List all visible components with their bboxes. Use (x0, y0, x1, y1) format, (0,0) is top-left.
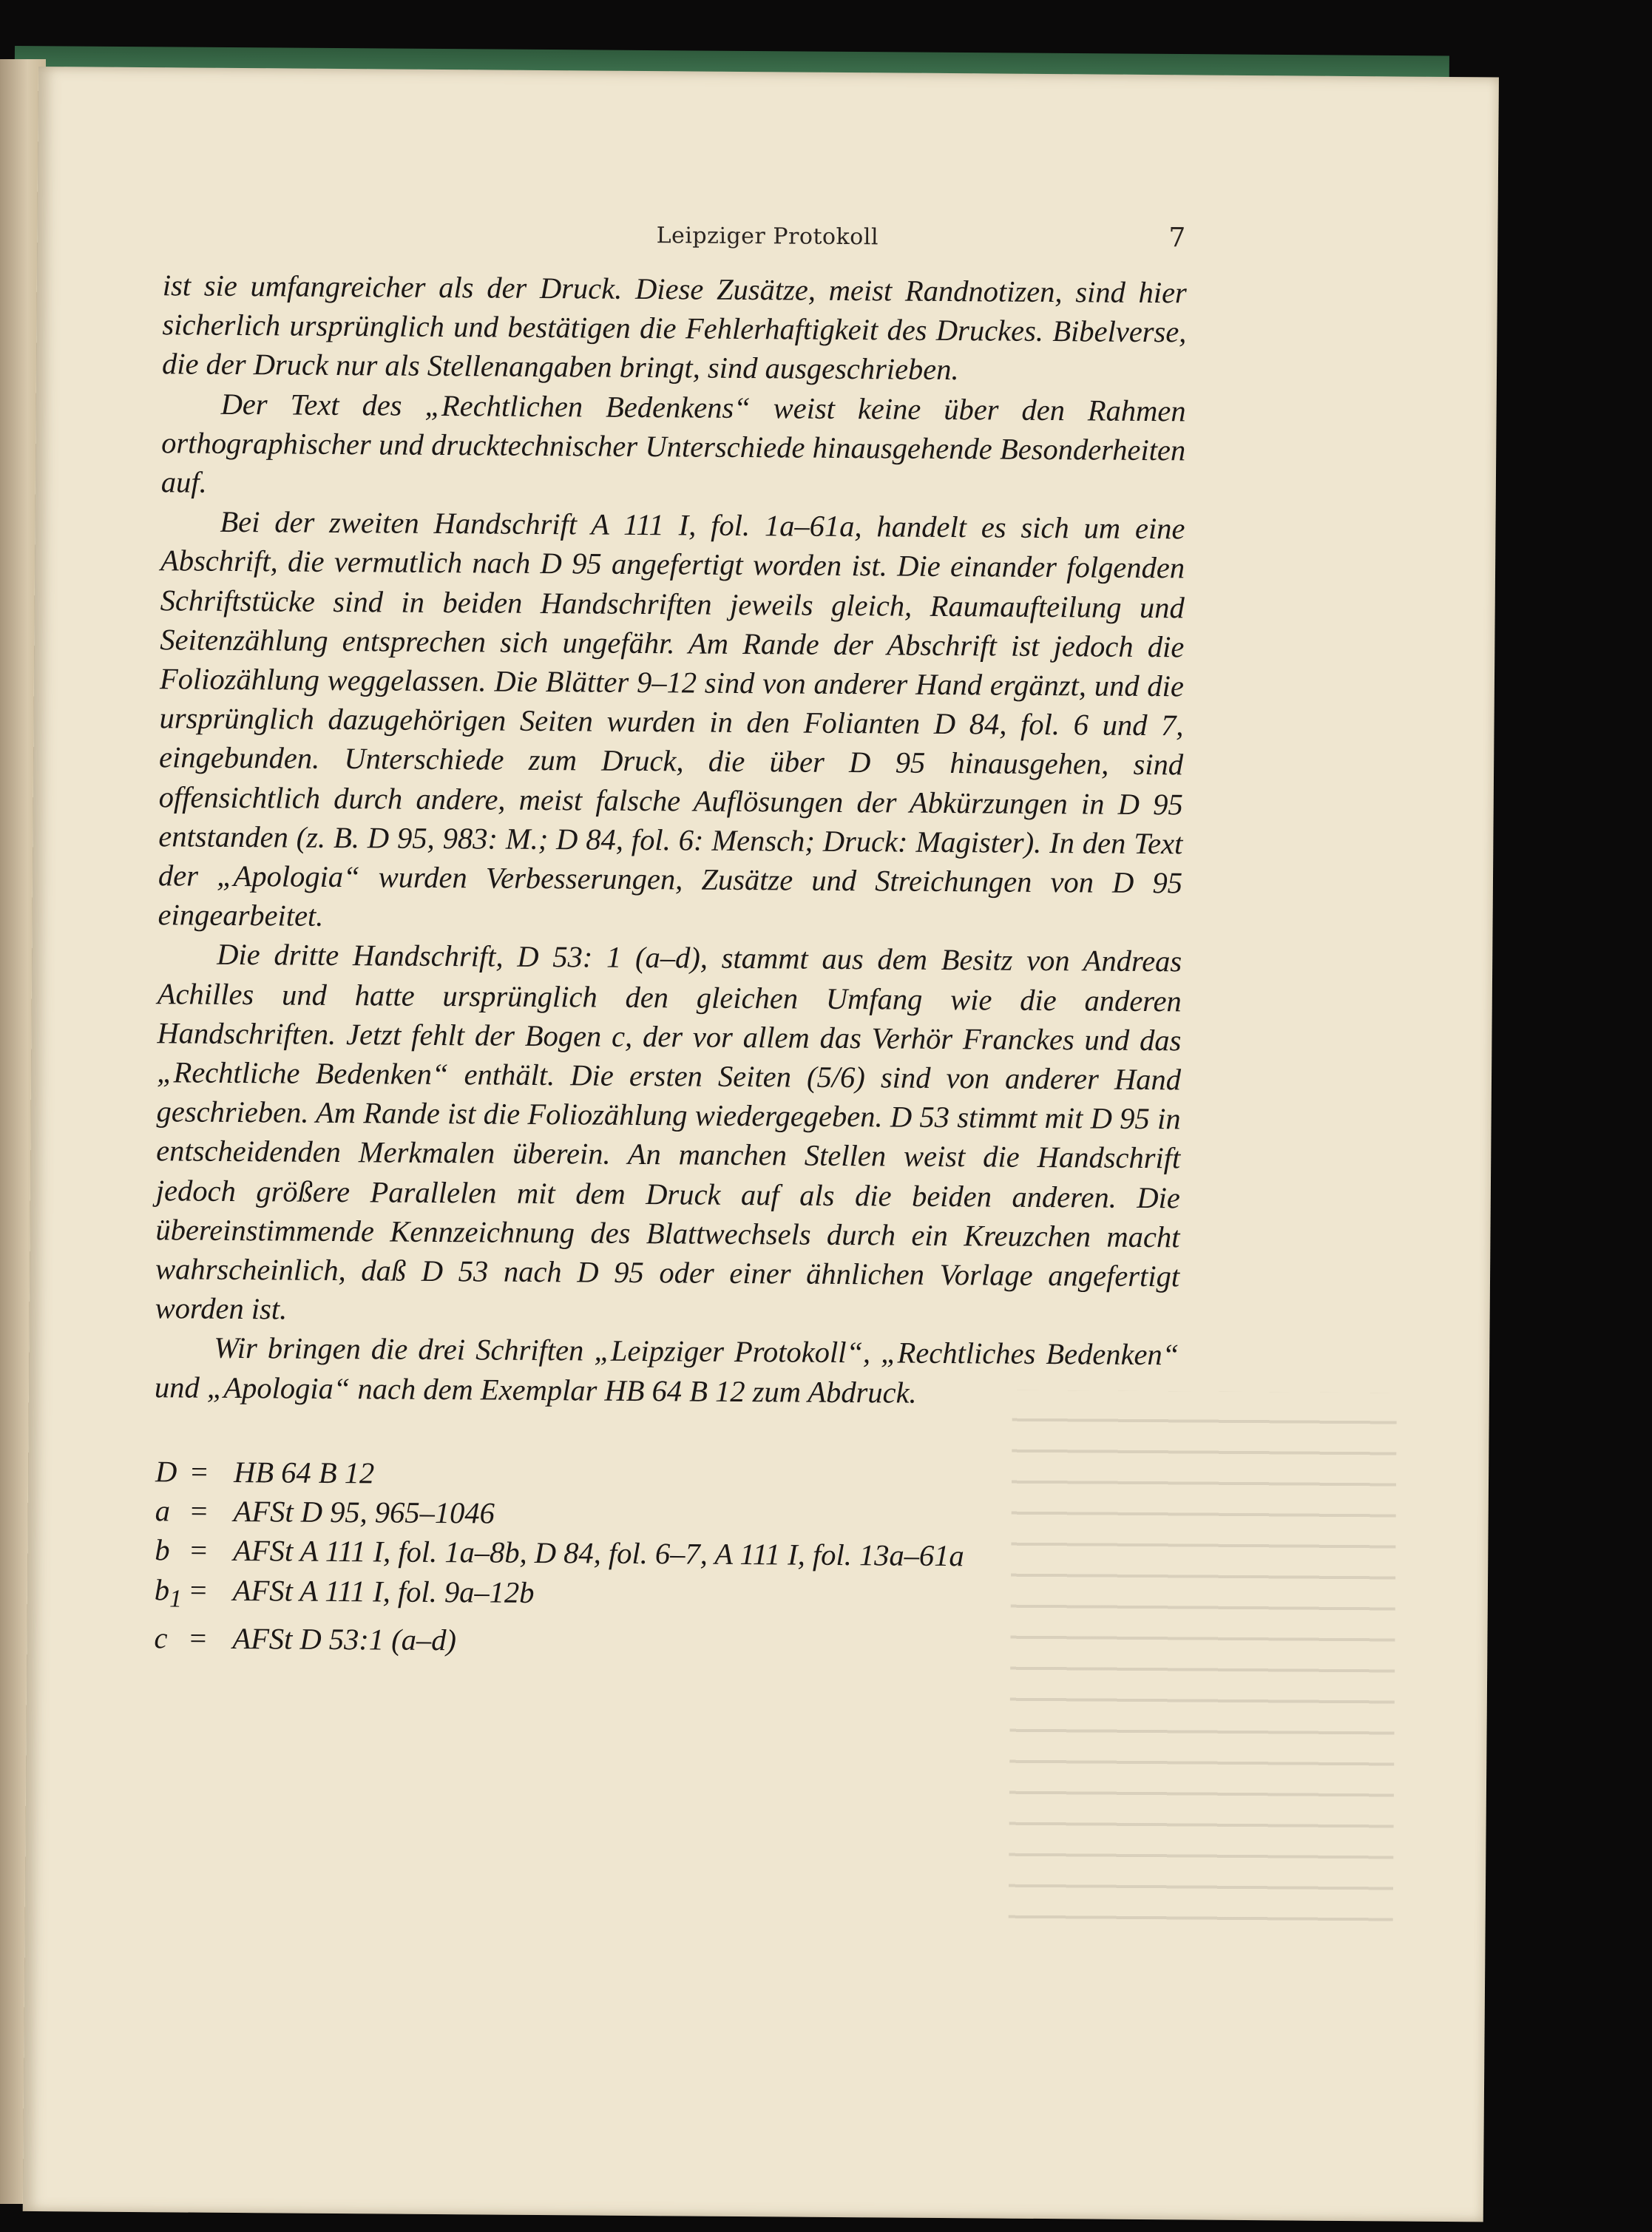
siglum-source: AFSt D 95, 965–1046 (233, 1495, 495, 1530)
siglum: b (155, 1533, 170, 1567)
siglum-subscript: 1 (169, 1585, 183, 1613)
page-number: 7 (1168, 223, 1186, 254)
siglum: D (155, 1455, 177, 1489)
paragraph: Der Text des „Rechtlichen Bedenkens“ weist keine über den Rahmen orthographischer und drucktechnischer Unterschiede hinausgehende Besonderheiten auf. (160, 387, 1186, 499)
siglum: $b_1$ (154, 1572, 183, 1613)
show-through-text (1009, 1390, 1397, 1926)
sigla-list (154, 1452, 965, 1663)
equals-sign: = (190, 1455, 209, 1489)
equals-sign: = (189, 1573, 207, 1607)
sigla-row (155, 1491, 964, 1536)
siglum: c (154, 1621, 168, 1655)
paragraph: Die dritte Handschrift, D 53: 1 (a–d), stammt aus dem Besitz von Andreas Achilles und hatte ursprünglich den gleichen Umfang wie die anderen Handschriften. Jetzt fehlt der Bogen c, der vor allem das Verhör Franckes und das „Rechtliche Bedenken“ enthält. Die ersten Seiten (5/6) sind von anderer Hand geschrieben. Am Rande ist die Foliozählung wiedergegeben. D 53 stimmt mit D 95 in entscheidenden Merkmalen überein. An manchen Stellen weist die Handschrift jedoch größere Parallelen mit dem Druck auf als die beiden anderen. Die übereinstimmende Kennzeichnung des Blattwechsels durch ein Kreuzchen macht wahrscheinlich, daß D 53 nach D 95 oder einer ähnlichen Vorlage angefertigt worden ist. (155, 938, 1182, 1326)
siglum: a (155, 1494, 171, 1528)
paragraph: ist sie umfangreicher als der Druck. Diese Zusätze, meist Randnotizen, sind hier sicherlich ursprünglich und bestätigen die Fehlerhaftigkeit des Druckes. Bibelverse, die der Druck nur als Stellenangaben bringt, sind ausgeschrieben. (161, 268, 1187, 387)
paragraph: Bei der zweiten Handschrift A 111 I, fol. 1a–61a, handelt es sich um eine Abschrift, die vermutlich nach D 95 angefertigt worden ist. Die einander folgenden Schriftstücke sind in beiden Handschriften jeweils gleich, Raumaufteilung und Seitenzählung entsprechen sich ungefähr. Am Rande der Abschrift ist jedoch die Foliozählung weggelassen. Die Blätter 9–12 sind von anderer Hand ergänzt, und die ursprünglich dazugehörigen Seiten wurden in den Folianten D 84, fol. 6 und 7, eingebunden. Unterschiede zum Druck, die über D 95 hinausgehen, sind offensichtlich durch andere, meist falsche Auflösungen der Abkürzungen in D 95 entstanden (z. B. D 95, 983: M.; D 84, fol. 6: Mensch; Druck: Magister). In den Text der „Apologia“ wurden Verbesserungen, Zusätze und Streichungen von D 95 eingearbeitet. (158, 505, 1185, 933)
sigla-row (155, 1570, 964, 1624)
sigla-row (154, 1618, 964, 1663)
paragraph: Wir bringen die drei Schriften „Leipziger Protokoll“, „Rechtliches Bedenken“ und „Apologia“ nach dem Exemplar HB 64 B 12 zum Abdruck. (154, 1331, 1179, 1410)
body-text (155, 266, 1187, 1414)
book-page (23, 67, 1499, 2222)
equals-sign: = (190, 1494, 208, 1528)
siglum-source: HB 64 B 12 (233, 1455, 375, 1490)
siglum-source: AFSt A 111 I, fol. 9a–12b (232, 1573, 535, 1609)
siglum-source: AFSt D 53:1 (a–d) (232, 1621, 457, 1657)
running-head: Leipziger Protokoll (656, 223, 879, 251)
siglum-source: AFSt A 111 I, fol. 1a–8b, D 84, fol. 6–7, A 111 I, fol. 13a–61a (233, 1534, 964, 1573)
sigla-row (155, 1452, 965, 1497)
equals-sign: = (190, 1533, 208, 1568)
equals-sign: = (189, 1621, 207, 1655)
sigla-row (155, 1531, 964, 1576)
